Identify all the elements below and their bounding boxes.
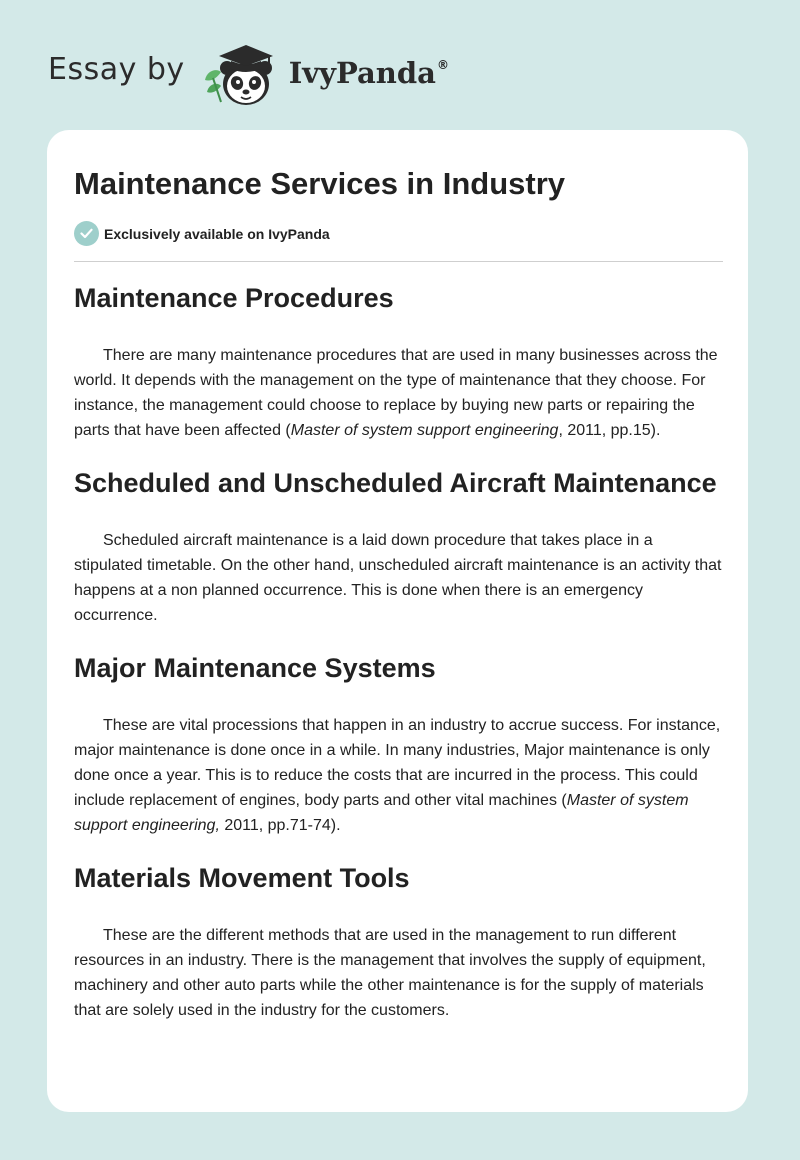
section-heading: Maintenance Procedures xyxy=(74,283,394,313)
exclusive-label: Exclusively available on IvyPanda xyxy=(104,225,330,242)
title-divider xyxy=(74,261,723,262)
registered-mark: ® xyxy=(436,58,449,72)
section-heading: Major Maintenance Systems xyxy=(74,653,436,683)
section-paragraph: These are the different methods that are used in the management to run different resources in an industry. There is the management that involves the supply of equipment, machinery and other auto parts while the other maintenance is for the supply of materials that are solely used in the industry for the customers. xyxy=(74,927,706,1019)
section-materials-movement xyxy=(74,858,723,1023)
page-title: Maintenance Services in Industry xyxy=(74,166,566,201)
article-body xyxy=(74,278,723,1023)
section-maintenance-procedures xyxy=(74,278,723,443)
brand-name: IvyPanda® xyxy=(288,56,449,90)
section-heading: Materials Movement Tools xyxy=(74,863,410,893)
panda-graduate-icon xyxy=(201,36,287,108)
check-circle-icon xyxy=(74,221,99,246)
document-card xyxy=(47,130,748,1112)
brand-header xyxy=(48,36,449,108)
section-heading: Scheduled and Unscheduled Aircraft Maintenance xyxy=(74,468,717,498)
section-scheduled-unscheduled xyxy=(74,463,723,628)
citation: Master of system support engineering xyxy=(290,422,559,439)
brand-prefix: Essay by xyxy=(48,51,185,87)
citation: Master of system support engineering, xyxy=(74,792,689,834)
exclusive-badge xyxy=(74,221,330,246)
section-paragraph: These are vital processions that happen in an industry to accrue success. For instance, major maintenance is done once in a while. In many industries, Major maintenance is only done once a year. This is to reduce the costs that are incurred in the process. This could include replacement of engines, body parts and other vital machines (Master of system support engineering, 2011, pp.71-74). xyxy=(74,717,721,834)
section-paragraph: There are many maintenance procedures that are used in many businesses across the world. It depends with the management on the type of maintenance that they choose. For instance, the management could choose to replace by buying new parts or repairing the parts that have been affected (Master of system support engineering, 2011, pp.15). xyxy=(74,347,718,439)
section-paragraph: Scheduled aircraft maintenance is a laid down procedure that takes place in a stipulated timetable. On the other hand, unscheduled aircraft maintenance is an activity that happens at a non planned occurrence. This is done when there is an emergency occurrence. xyxy=(74,532,722,624)
section-major-maintenance xyxy=(74,648,723,838)
